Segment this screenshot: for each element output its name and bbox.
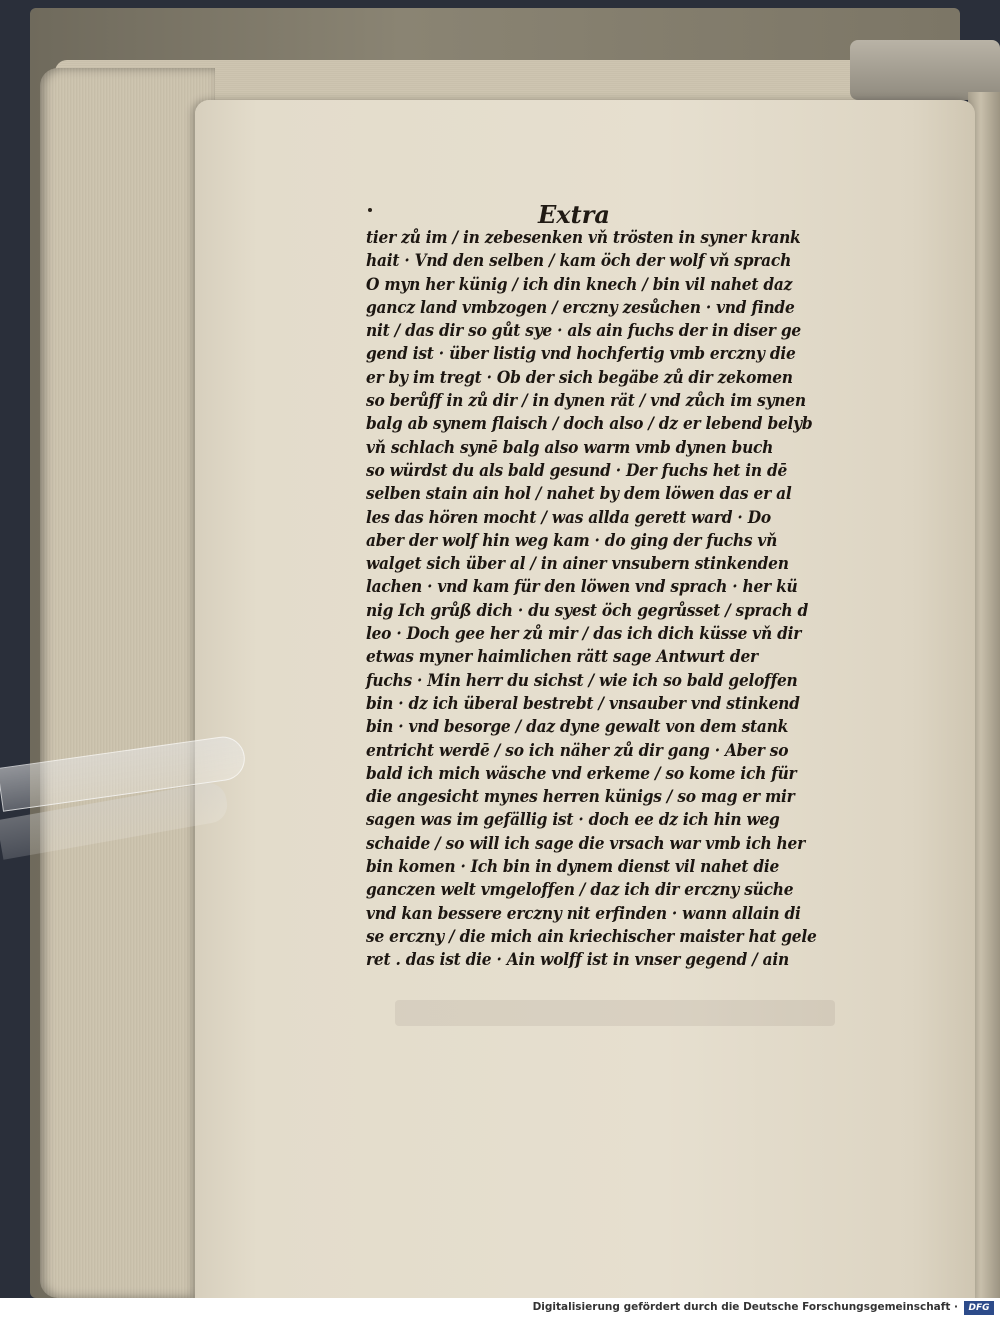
text-line: lachen · vnd kam für den löwen vnd sprach · her kü [366, 577, 798, 597]
dfg-logo: DFG [964, 1301, 994, 1315]
text-line: bald ich mich wäsche vnd erkeme / so kome ich für [366, 763, 797, 783]
text-line: les das hören mocht / was allda gerett ward · Do [366, 507, 771, 527]
text-line: ganczen welt vmgeloffen / daz ich dir erczny süche [366, 880, 794, 900]
book-binding [850, 40, 1000, 100]
text-line: entricht werdē / so ich näher zů dir gang · Aber so [366, 740, 789, 760]
text-line: vň schlach synē balg also warm vmb dynen buch [366, 437, 774, 457]
text-line: tier zů im / in zebesenken vň trösten in syner krank [366, 228, 801, 247]
page-text [366, 226, 856, 972]
text-line: vnd kan bessere erczny nit erfinden · wann allain di [366, 903, 801, 923]
footer-bar [0, 1298, 1000, 1318]
text-line: bin · dz ich überal bestrebt / vnsauber vnd stinkend [366, 693, 800, 713]
text-line: leo · Doch gee her zů mir / das ich dich küsse vň dir [366, 624, 802, 644]
text-line: schaide / so will ich sage die vrsach war vmb ich her [366, 833, 805, 853]
text-line: er by im tregt · Ob der sich begäbe zů dir zekomen [366, 367, 793, 387]
text-line: fuchs · Min herr du sichst / wie ich so bald geloffen [366, 670, 798, 690]
text-line: O myn her künig / ich din knech / bin vil nahet daz [366, 274, 793, 294]
text-line: selben stain ain hol / nahet by dem löwen das er al [366, 484, 792, 504]
text-line: sagen was im gefällig ist · doch ee dz ich hin weg [366, 810, 780, 830]
text-line: se erczny / die mich ain kriechischer maister hat gele [366, 926, 817, 946]
text-line: hait · Vnd den selben / kam öch der wolf vň sprach [366, 251, 792, 271]
page-side-edges [40, 68, 215, 1298]
running-head: Extra [538, 200, 610, 229]
text-line: balg ab synem flaisch / doch also / dz er lebend belyb [366, 414, 813, 434]
text-line: gancz land vmbzogen / erczny zesůchen · vnd finde [366, 297, 795, 317]
text-line: nit / das dir so gůt sye · als ain fuchs der in diser ge [366, 321, 801, 341]
text-line: die angesicht mynes herren künigs / so mag er mir [366, 787, 795, 807]
text-line: walget sich über al / in ainer vnsubern stinkenden [366, 554, 789, 574]
show-through-text [395, 1000, 835, 1026]
text-line: nig Ich grůß dich · du syest öch gegrůsset / sprach d [366, 600, 809, 620]
funding-credit: Digitalisierung gefördert durch die Deutsche Forschungsgemeinschaft · [532, 1301, 958, 1313]
text-line: so würdst du als bald gesund · Der fuchs het in dē [366, 460, 788, 480]
text-line: bin · vnd besorge / daz dyne gewalt von dem stank [366, 717, 789, 737]
text-line: so berůff in zů dir / in dynen rät / vnd zůch im synen [366, 391, 806, 411]
page-mark [368, 208, 372, 212]
text-line: ret . das ist die · Ain wolff ist in vnser gegend / ain [366, 950, 789, 970]
text-line: aber der wolf hin weg kam · do ging der fuchs vň [366, 530, 778, 550]
text-line: etwas myner haimlichen rätt sage Antwurt der [366, 647, 758, 667]
text-line: gend ist · über listig vnd hochfertig vmb erczny die [366, 344, 796, 364]
text-line: bin komen · Ich bin in dynem dienst vil nahet die [366, 857, 780, 877]
